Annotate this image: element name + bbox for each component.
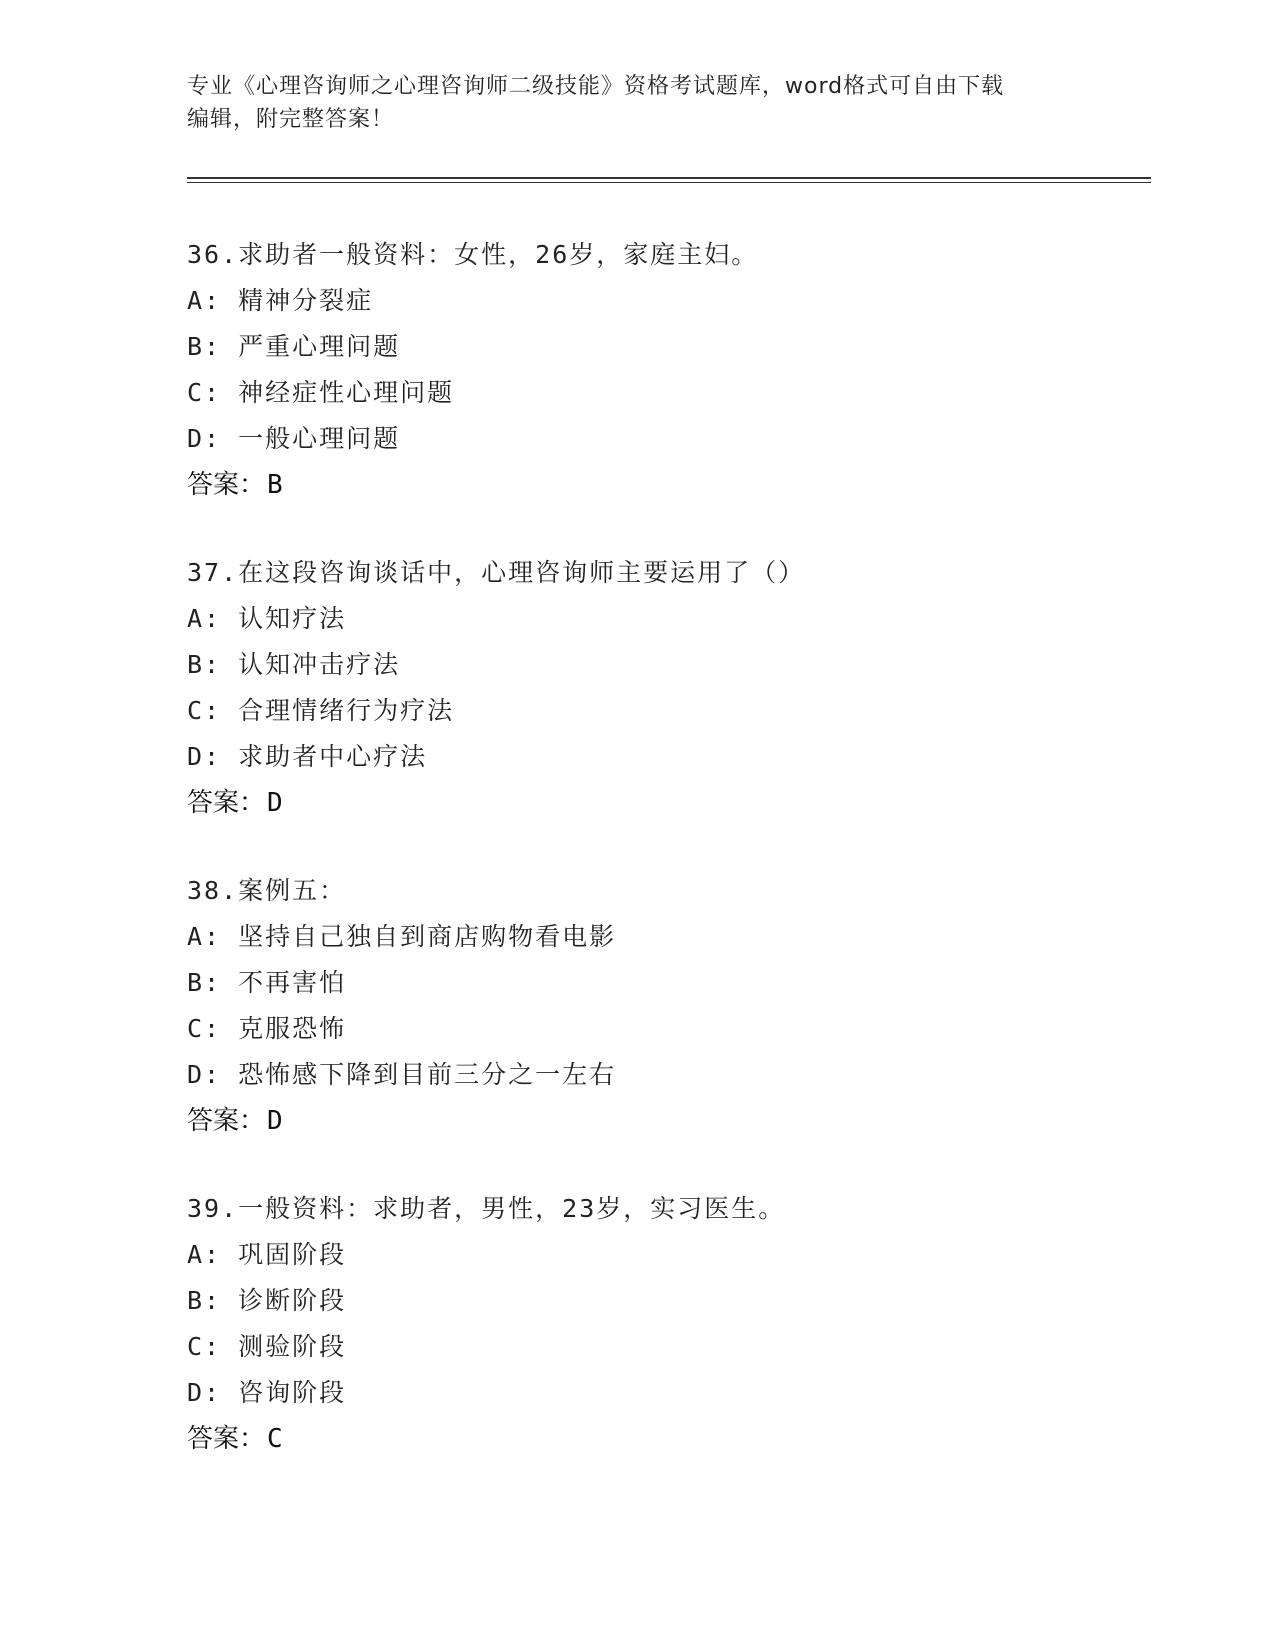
document-header [187,70,1087,136]
question-stem: 38.案例五： [187,876,347,905]
question-stem: 37.在这段咨询谈话中，心理咨询师主要运用了（） [187,558,806,587]
option-b: B: 严重心理问题 [187,332,401,361]
question-list [187,232,1087,1504]
answer-value: D [267,1106,283,1136]
option-c: C: 测验阶段 [187,1332,347,1361]
answer-label: 答案： [187,1424,266,1454]
answer-label: 答案： [187,1106,266,1136]
header-line-2: 编辑，附完整答案！ [187,107,395,132]
answer-line [187,1416,1087,1462]
question-37 [187,550,1087,826]
option-a: A: 巩固阶段 [187,1240,347,1269]
option-c: C: 合理情绪行为疗法 [187,696,455,725]
question-39 [187,1186,1087,1462]
question-stem: 39.一般资料：求助者，男性，23岁，实习医生。 [187,1194,786,1223]
header-line-1: 专业《心理咨询师之心理咨询师二级技能》资格考试题库，word格式可自由下载 [187,74,1005,99]
answer-value: D [267,788,283,818]
option-c: C: 克服恐怖 [187,1014,347,1043]
option-d: D: 咨询阶段 [187,1378,347,1407]
option-b: B: 诊断阶段 [187,1286,347,1315]
option-c: C: 神经症性心理问题 [187,378,455,407]
answer-value: C [267,1424,283,1454]
header-divider-thin [187,182,1151,183]
option-b: B: 不再害怕 [187,968,347,997]
answer-line [187,462,1087,508]
option-d: D: 一般心理问题 [187,424,401,453]
option-a: A: 精神分裂症 [187,286,374,315]
option-a: A: 坚持自己独自到商店购物看电影 [187,922,617,951]
question-38 [187,868,1087,1144]
answer-line [187,780,1087,826]
header-divider-thick [187,177,1151,179]
question-36 [187,232,1087,508]
option-d: D: 恐怖感下降到目前三分之一左右 [187,1060,617,1089]
question-stem: 36.求助者一般资料：女性，26岁，家庭主妇。 [187,240,759,269]
option-b: B: 认知冲击疗法 [187,650,401,679]
option-d: D: 求助者中心疗法 [187,742,428,771]
option-a: A: 认知疗法 [187,604,347,633]
answer-line [187,1098,1087,1144]
answer-value: B [267,470,283,500]
answer-label: 答案： [187,788,266,818]
answer-label: 答案： [187,470,266,500]
